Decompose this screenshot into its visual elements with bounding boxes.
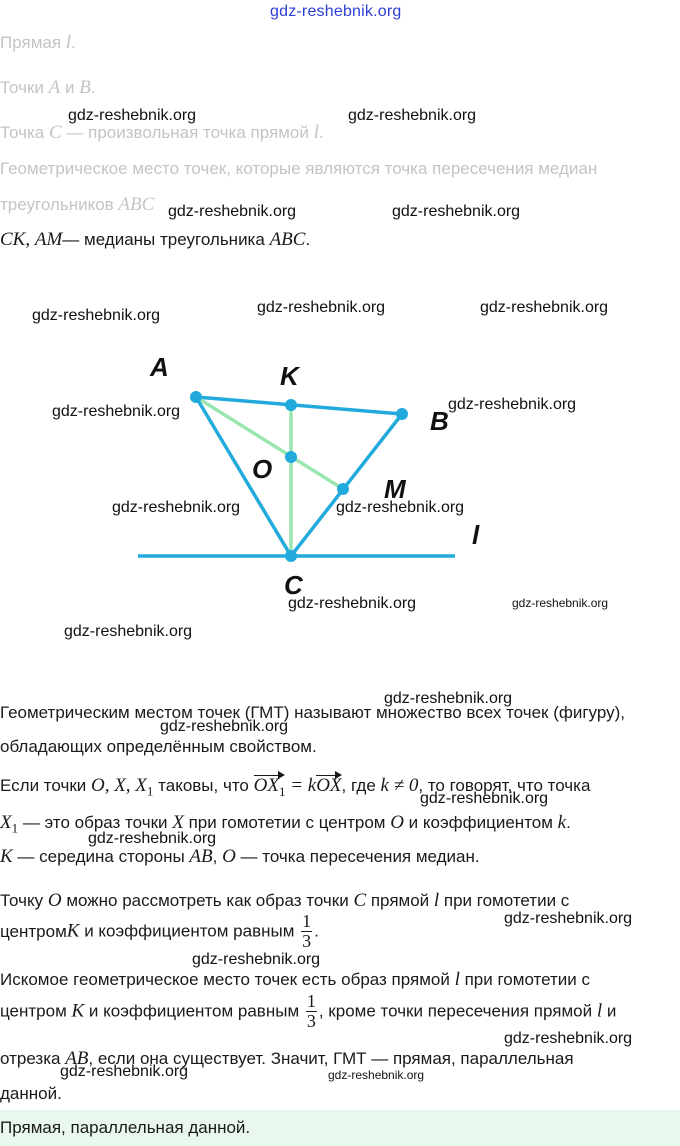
label-c: C	[284, 570, 303, 600]
side-ac	[196, 397, 291, 556]
solution-p6: центромK и коэффициентом равным $\frac{1}{3}$ .	[0, 911, 319, 951]
watermark: gdz-reshebnik.org	[392, 203, 521, 220]
solution-p3: $X_1$ — это образ точки X при гомотетии с центром O и коэффициентом k.	[0, 812, 571, 836]
label-b: B	[430, 406, 449, 436]
point-c	[285, 550, 297, 562]
point-k	[285, 399, 297, 411]
solution-p8: центром K и коэффициентом равным $\frac{1}{3}$ , кроме точки пересечения прямой l и	[0, 991, 617, 1031]
answer-text: Прямая, параллельная данной.	[0, 1118, 251, 1137]
solution-p10: данной.	[0, 1084, 62, 1103]
watermark: gdz-reshebnik.org	[420, 790, 549, 807]
watermark: gdz-reshebnik.org	[160, 718, 289, 735]
point-b	[396, 408, 408, 420]
watermark: gdz-reshebnik.org	[328, 1068, 425, 1082]
watermark: gdz-reshebnik.org	[288, 595, 417, 612]
watermark: gdz-reshebnik.org	[504, 910, 633, 927]
label-o: O	[252, 454, 273, 484]
label-m: M	[384, 474, 406, 504]
label-l: l	[472, 520, 480, 550]
watermark: gdz-reshebnik.org	[88, 830, 217, 847]
watermark: gdz-reshebnik.org	[68, 107, 197, 124]
given-line-1: Прямая l.	[0, 32, 76, 53]
solution-p7: Искомое геометрическое место точек есть образ прямой l при гомотетии с	[0, 969, 591, 990]
watermark: gdz-reshebnik.org	[32, 307, 161, 324]
point-m	[337, 483, 349, 495]
watermark: gdz-reshebnik.org	[112, 499, 241, 516]
watermark: gdz-reshebnik.org	[348, 107, 477, 124]
given-line-4: Геометрическое место точек, которые являются точка пересечения медиан	[0, 159, 598, 178]
solution-p4: K — середина стороны AB, O — точка пересечения медиан.	[0, 846, 480, 867]
fraction-one-third: $\frac{1}{3}$	[306, 991, 316, 1031]
given-line-3: Точка C — произвольная точка прямой l.	[0, 122, 324, 143]
watermark: gdz-reshebnik.org	[257, 299, 386, 316]
watermark: gdz-reshebnik.org	[480, 299, 609, 316]
point-a	[190, 391, 202, 403]
watermark: gdz-reshebnik.org	[192, 951, 321, 968]
watermark: gdz-reshebnik.org	[168, 203, 297, 220]
watermark: gdz-reshebnik.org	[384, 690, 513, 707]
watermark: gdz-reshebnik.org	[64, 623, 193, 640]
point-o	[285, 451, 297, 463]
watermark: gdz-reshebnik.org	[448, 396, 577, 413]
solution-p1b: обладающих определённым свойством.	[0, 737, 317, 756]
given-line-2: Точки A и B.	[0, 77, 96, 98]
given-line-6: CK, AM— медианы треугольника ABC.	[0, 229, 311, 250]
watermark: gdz-reshebnik.org	[60, 1063, 189, 1080]
watermark: gdz-reshebnik.org	[504, 1030, 633, 1047]
side-ab	[196, 397, 402, 414]
solution-p9: отрезка AB, если она существует. Значит, ГМТ — прямая, параллельная	[0, 1048, 574, 1069]
solution-p2: Если точки O, X, $X_1$ таковы, что $OX_1$ = kOX, где k ≠ 0, то говорят, что точка	[0, 775, 591, 799]
answer-box	[0, 1110, 680, 1146]
watermark: gdz-reshebnik.org	[52, 403, 181, 420]
label-k: K	[280, 361, 299, 391]
fraction-one-third: $\frac{1}{3}$	[302, 911, 312, 951]
watermark: gdz-reshebnik.org	[336, 499, 465, 516]
label-a: A	[150, 352, 169, 382]
solution-p1a: Геометрическим местом точек (ГМТ) называют множество всех точек (фигуру),	[0, 703, 626, 722]
watermark-top: gdz-reshebnik.org	[270, 3, 402, 20]
watermark: gdz-reshebnik.org	[512, 596, 609, 610]
solution-p5: Точку O можно рассмотреть как образ точки C прямой l при гомотетии с	[0, 890, 570, 911]
given-line-5: треугольников ABC	[0, 194, 155, 215]
